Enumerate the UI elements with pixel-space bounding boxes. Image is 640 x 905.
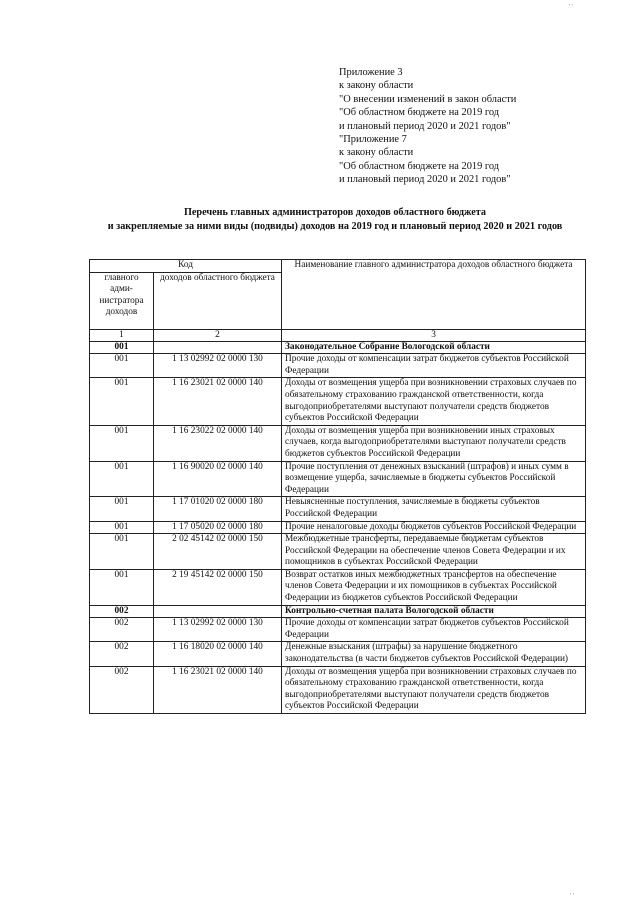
income-name-cell: Прочие доходы от компенсации затрат бюджетов субъектов Российской Федерации [282,354,586,378]
income-code-cell: 1 16 18020 02 0000 140 [154,642,282,666]
table-row [90,378,586,425]
title-line-1: Перечень главных администраторов доходов областного бюджета [183,207,487,218]
admin-code-cell: 001 [90,521,154,534]
column-number: 3 [282,329,586,341]
admin-code-cell: 001 [90,461,154,497]
scan-mark-bottom: ' ' [570,893,574,899]
income-name-cell: Возврат остатков иных межбюджетных трансфертов на обеспечение членов Совета Федерации и их помощников в субъектах Российской Федерации из бюджетов субъектов Российской Федерации [282,569,586,605]
income-name-cell: Денежные взыскания (штрафы) за нарушение бюджетного законодательства (в части бюджетов субъектов Российской Федерации) [282,642,586,666]
income-name-cell: Невыясненные поступления, зачисляемые в бюджеты субъектов Российской Федерации [282,497,586,521]
header-income: доходов областного бюджета [154,272,282,329]
column-number: 1 [90,329,154,341]
table-row [90,605,586,618]
table-row [90,425,586,461]
header-admin: главного адми-нистратора доходов [90,272,154,329]
column-number: 2 [154,329,282,341]
income-code-cell: 2 02 45142 02 0000 150 [154,534,282,570]
income-code-cell: 2 19 45142 02 0000 150 [154,569,282,605]
appendix-line: к закону области [339,147,414,159]
administrators-table [89,259,586,714]
income-name-cell: Законодательное Собрание Вологодской области [282,341,586,354]
title-line-2: и закрепляемые за ними виды (подвиды) доходов на 2019 год и плановый период 2020 и 2021 годов [107,221,563,232]
admin-code-cell: 002 [90,642,154,666]
income-name-cell: Межбюджетные трансферты, передаваемые бюджетам субъектов Российской Федерации на обеспечение членов Совета Федерации и их помощников в субъектах Российской Федерации [282,534,586,570]
admin-code-cell: 001 [90,569,154,605]
table-row [90,461,586,497]
admin-code-cell: 001 [90,425,154,461]
income-code-cell: 1 17 01020 02 0000 180 [154,497,282,521]
income-code-cell: 1 16 23021 02 0000 140 [154,378,282,425]
document-title [70,206,600,234]
appendix-line: "Об областном бюджете на 2019 год [339,107,500,119]
income-code-cell: 1 13 02992 02 0000 130 [154,618,282,642]
table-body [90,341,586,713]
table-row [90,618,586,642]
admin-code-cell: 001 [90,354,154,378]
income-code-cell [154,605,282,618]
income-code-cell [154,341,282,354]
header-code: Код [90,260,282,273]
income-name-cell: Доходы от возмещения ущерба при возникновении страховых случаев по обязательному страхованию гражданской ответственности, когда выгодоприобретателями выступают получатели средств бюджетов субъектов Российской Федерации [282,666,586,713]
scan-mark-top: ' ' [569,4,573,10]
income-name-cell: Контрольно-счетная палата Вологодской области [282,605,586,618]
table-row [90,666,586,713]
income-name-cell: Прочие неналоговые доходы бюджетов субъектов Российской Федерации [282,521,586,534]
header-name: Наименование главного администратора доходов областного бюджета [282,260,586,330]
income-name-cell: Прочие доходы от компенсации затрат бюджетов субъектов Российской Федерации [282,618,586,642]
income-code-cell: 1 17 05020 02 0000 180 [154,521,282,534]
table-row [90,569,586,605]
admin-code-cell: 001 [90,497,154,521]
appendix-line: "Приложение 7 [339,134,407,146]
appendix-line: "Об областном бюджете на 2019 год [339,160,500,172]
admin-code-cell: 001 [90,341,154,354]
admin-code-cell: 002 [90,618,154,642]
appendix-line: к закону области [339,80,414,92]
income-code-cell: 1 16 23022 02 0000 140 [154,425,282,461]
admin-code-cell: 002 [90,666,154,713]
appendix-line: и плановый период 2020 и 2021 годов" [339,120,511,132]
table-row [90,534,586,570]
appendix-line: "О внесении изменений в закон области [339,93,517,105]
income-code-cell: 1 16 90020 02 0000 140 [154,461,282,497]
income-name-cell: Доходы от возмещения ущерба при возникновении страховых случаев по обязательному страхованию гражданской ответственности, когда выгодоприобретателями выступают получатели средств бюджетов субъектов Российской Федерации [282,378,586,425]
income-code-cell: 1 16 23021 02 0000 140 [154,666,282,713]
income-name-cell: Доходы от возмещения ущерба при возникновении иных страховых случаев, когда выгодоприобретателями выступают получатели средств бюджетов субъектов Российской Федерации [282,425,586,461]
table-row [90,497,586,521]
admin-code-cell: 002 [90,605,154,618]
income-code-cell: 1 13 02992 02 0000 130 [154,354,282,378]
appendix-line: и плановый период 2020 и 2021 годов" [339,174,511,186]
admin-code-cell: 001 [90,534,154,570]
appendix-block [339,66,516,187]
appendix-line: Приложение 3 [339,67,403,78]
table-row [90,341,586,354]
income-name-cell: Прочие поступления от денежных взысканий (штрафов) и иных сумм в возмещение ущерба, зачисляемые в бюджеты субъектов Российской Федерации [282,461,586,497]
table-row [90,642,586,666]
table-row [90,521,586,534]
admin-code-cell: 001 [90,378,154,425]
table-row [90,354,586,378]
